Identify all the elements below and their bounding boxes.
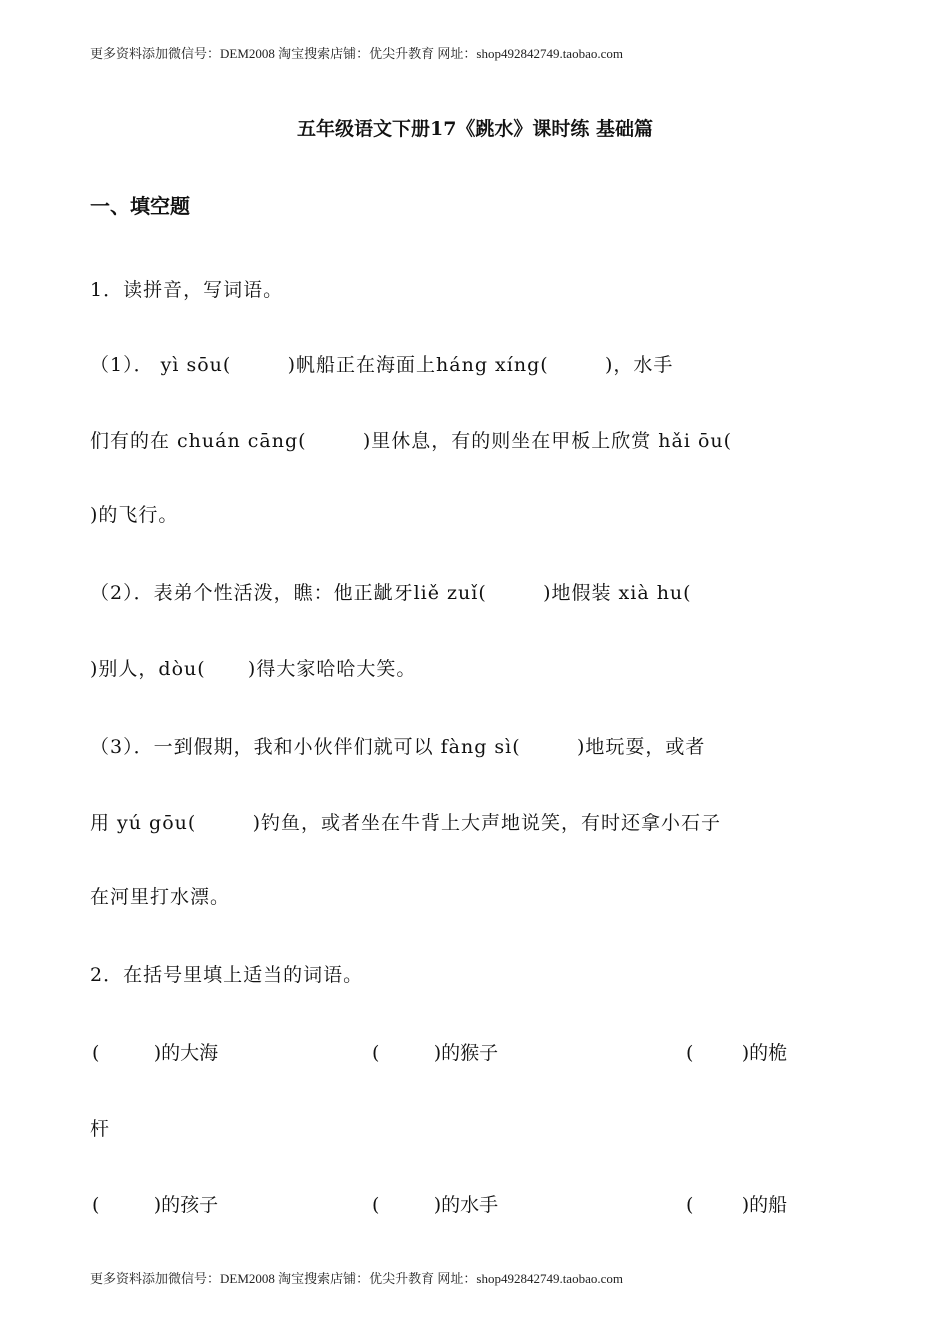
fill-blank-phrase: ( )的猴子 — [372, 1042, 499, 1064]
fill-blank-phrase: ( )的大海 — [92, 1042, 219, 1064]
page-header: 更多资料添加微信号：DEM2008 淘宝搜索店铺：优尖升教育 网址：shop492842749.taobao.com — [90, 46, 623, 61]
q1-part2-line2: )别人，dòu( )得大家哈哈大笑。 — [90, 658, 417, 680]
fill-blank-phrase: ( )的水手 — [372, 1194, 499, 1216]
fill-blank-phrase: ( )的孩子 — [92, 1194, 219, 1216]
section-heading: 一、填空题 — [90, 194, 190, 218]
fill-blank-phrase: ( )的船 — [686, 1194, 788, 1216]
q1-part1-line1: （1）． yì sōu( )帆船正在海面上háng xíng( )，水手 — [90, 354, 674, 376]
fill-blank-phrase: ( )的桅 — [686, 1042, 788, 1064]
q1-part1-line3: )的飞行。 — [90, 504, 179, 526]
question-1-prompt: 1．读拼音，写词语。 — [90, 279, 284, 301]
question-2-prompt: 2．在括号里填上适当的词语。 — [90, 964, 364, 986]
page-title: 五年级语文下册17《跳水》课时练 基础篇 — [296, 118, 654, 140]
q1-part3-line3: 在河里打水漂。 — [90, 886, 231, 908]
q1-part1-line2: 们有的在 chuán cāng( )里休息，有的则坐在甲板上欣赏 hǎi ōu( — [90, 430, 733, 452]
q1-part3-line2: 用 yú gōu( )钓鱼，或者坐在牛背上大声地说笑，有时还拿小石子 — [90, 812, 722, 834]
fill-blank-wrap: 杆 — [90, 1118, 111, 1140]
page-footer: 更多资料添加微信号：DEM2008 淘宝搜索店铺：优尖升教育 网址：shop492842749.taobao.com — [90, 1271, 623, 1286]
q1-part3-line1: （3）．一到假期，我和小伙伴们就可以 fàng sì( )地玩耍，或者 — [90, 736, 706, 758]
q1-part2-line1: （2）．表弟个性活泼，瞧：他正龇牙liě zuǐ( )地假装 xià hu( — [90, 582, 692, 604]
